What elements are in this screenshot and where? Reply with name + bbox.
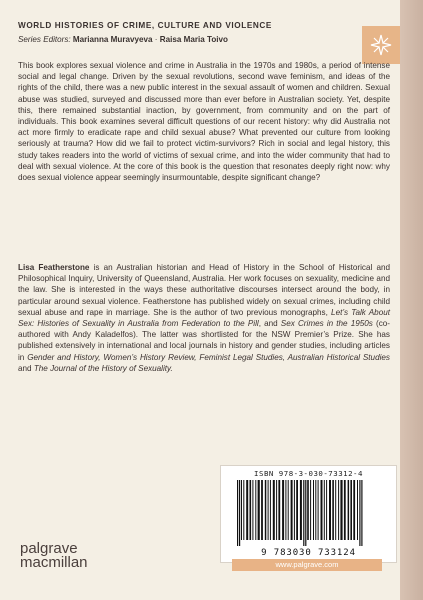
series-logo bbox=[362, 26, 400, 64]
bio-text-2: , and bbox=[258, 319, 281, 329]
series-editor-2: Raisa Maria Toivo bbox=[159, 35, 228, 44]
publisher-logo bbox=[20, 542, 88, 570]
publisher-url: www.palgrave.com bbox=[232, 559, 382, 571]
author-bio bbox=[18, 262, 390, 374]
series-editors-label: Series Editors: bbox=[18, 35, 71, 44]
isbn-label: ISBN 978-3-030-73312-4 bbox=[254, 469, 363, 478]
bio-text-1: is an Australian historian and Head of History in the School of Historical and Philosophical Inquiry, University of Queensland, Australia. Her work focuses on sexuality, medicine and the law. She is interested in the ways these authoritative discourses intersect around the body, in particular around sexual violence. Featherstone has published widely on sexual crimes, including child sexual abuse and rape in marriage. She is the author of two previous monographs, bbox=[18, 263, 391, 317]
bio-book-1: Let’s Talk About Sex: Histories of Sexuality in Australia from Federation to the Pill bbox=[18, 307, 390, 329]
series-editors bbox=[18, 35, 348, 44]
series-editor-1: Marianna Muravyeva bbox=[72, 35, 153, 44]
publisher-logo-line1: palgrave bbox=[20, 540, 78, 557]
barcode-digits: 9 783030 733124 bbox=[261, 548, 356, 558]
book-description: This book explores sexual violence and crime in Australia in the 1970s and 1980s, a period of intense social and legal change. Driven by the sexual revolutions, second wave feminism, and ideas of the rights of the child, there was a new public interest in the sexual assault of women and children. Sexual abuse was studied, surveyed and discussed more than ever before in Australian society. Yet, despite this, there remained substantial inaction, by government, from community and on the part of individuals. This book examines several difficult questions of our recent history: why did Australia not act more firmly to eradicate rape and child sexual abuse? What prevented our culture from looking seriously at trauma? How did we fail to protect victim-survivors? Rich in social and legal history, this study takes readers into the world of victims of sexual crime, and into the wider community that had to deal with sexual violence. At the core of this book is the question that resonates deeply right now: why does sexual violence appear seemingly insurmountable, despite significant change? bbox=[18, 61, 390, 183]
bio-text-3: (co-authored with Andy Kaladelfos). The latter was shortlisted for the NSW Premier’s Prize. She has published extensively in international and local journals in history and gender studies, including articles in bbox=[18, 319, 390, 362]
series-title: WORLD HISTORIES OF CRIME, CULTURE AND VIOLENCE bbox=[18, 21, 272, 30]
isbn-barcode bbox=[220, 465, 397, 563]
bio-journals-2: The Journal of the History of Sexuality. bbox=[33, 363, 173, 373]
author-name: Lisa Featherstone bbox=[18, 263, 90, 272]
editor-separator: · bbox=[154, 35, 158, 44]
bio-book-2: Sex Crimes in the 1950s bbox=[280, 319, 373, 329]
compass-rose-icon bbox=[369, 33, 393, 57]
publisher-logo-line2: macmillan bbox=[20, 554, 88, 571]
spine-edge bbox=[400, 0, 423, 600]
bio-journals-1: Gender and History, Women’s History Review, Feminist Legal Studies, Australian Historical Studies bbox=[27, 352, 390, 362]
bio-text-4: and bbox=[18, 363, 34, 373]
barcode-bars bbox=[235, 480, 382, 546]
